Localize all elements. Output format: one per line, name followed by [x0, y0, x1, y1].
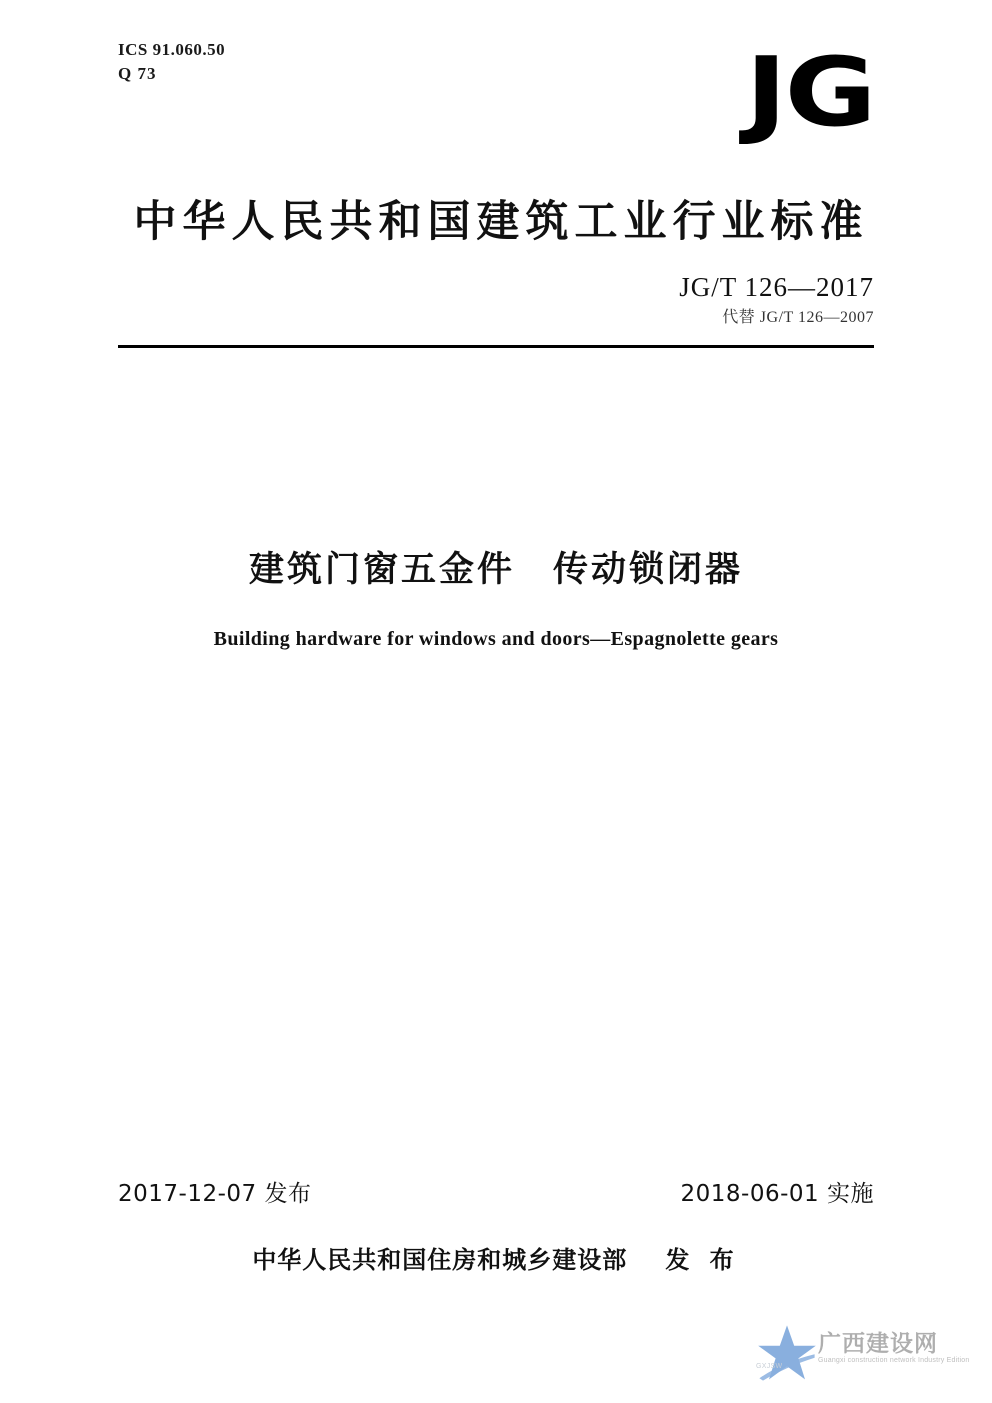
standard-series-title: 中华人民共和国建筑工业行业标准	[133, 197, 869, 247]
ics-classification-block	[118, 38, 225, 86]
publisher-verb: 发 布	[665, 1246, 740, 1274]
watermark-text: 广西建设网	[818, 1331, 938, 1357]
header-divider	[118, 345, 874, 348]
standard-number: JG/T 126—2017	[679, 272, 874, 302]
ics-code: ICS 91.060.50	[118, 40, 226, 59]
publisher-organization: 中华人民共和国住房和城乡建设部	[252, 1246, 628, 1274]
star-icon	[754, 1323, 820, 1383]
effective-date: 2018-06-01 实施	[680, 1181, 874, 1207]
watermark	[754, 1319, 974, 1385]
document-title-cn: 建筑门窗五金件 传动锁闭器	[248, 550, 743, 590]
watermark-tag: GXJSW	[756, 1363, 783, 1370]
issue-date: 2017-12-07 发布	[118, 1181, 312, 1207]
document-title-en: Building hardware for windows and doors—Espagnolette gears	[213, 628, 779, 650]
ccs-code: Q 73	[118, 64, 157, 83]
standard-replaces: 代替 JG/T 126—2007	[722, 309, 874, 326]
publisher-line	[0, 1240, 992, 1275]
watermark-subtext: Guangxi construction network Industry Edition	[818, 1357, 970, 1364]
jg-logo: JG	[744, 38, 874, 148]
